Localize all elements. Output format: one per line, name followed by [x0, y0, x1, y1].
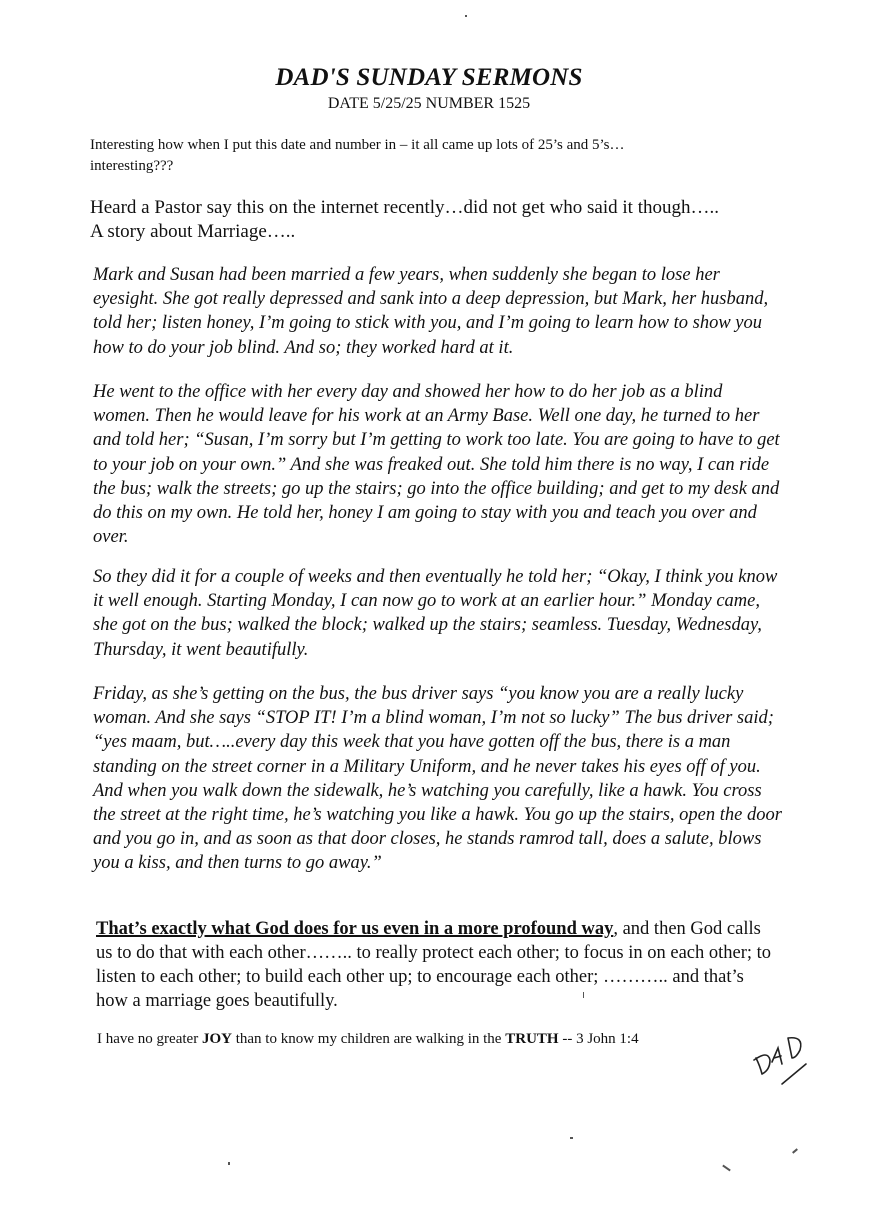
verse-part-1: I have no greater: [97, 1031, 202, 1047]
verse-truth: TRUTH: [505, 1031, 559, 1047]
scan-speck: [792, 1148, 798, 1153]
story-paragraph-3: So they did it for a couple of weeks and then eventually he told her; “Okay, I think you know it well enough. Starting Monday, I can now go to work at an earlier hour.” Monday came, she got on the bus; walked the block; walked up the stairs; seamless. Tuesday, Wednesday, Thursday, it went beautifully.: [93, 567, 778, 660]
page-title: DAD'S SUNDAY SERMONS: [275, 64, 583, 91]
lead-line-1: Heard a Pastor say this on the internet recently…did not get who said it though…..: [90, 197, 719, 218]
verse-joy: JOY: [201, 1031, 232, 1047]
story-paragraph-4: Friday, as she’s getting on the bus, the bus driver says “you know you are a really lucky woman. And she says “STOP IT! I’m a blind woman, I’m not so lucky” The bus driver said; “yes maam, but…..every day this week that you have gotten off the bus, there is a man standing on the street corner in a Military Uniform, and he never takes his eyes off of you. And when you walk down the sidewalk, he’s watching you carefully, like a hawk. You cross the street at the right time, he’s watching you like a hawk. You go up the stairs, open the door and you go in, and as soon as that door closes, he stands ramrod tall, does a salute, blows you a kiss, and then turns to go away.”: [93, 684, 782, 874]
scripture-verse: [97, 1031, 757, 1048]
scan-speck: [722, 1165, 731, 1172]
lead-line-2: A story about Marriage…..: [90, 221, 296, 242]
scan-speck: [465, 15, 467, 17]
verse-reference: -- 3 John 1:4: [558, 1031, 639, 1047]
intro-note: Interesting how when I put this date and number in – it all came up lots of 25’s and 5’s…interesting???: [90, 137, 625, 174]
story-paragraph-2: He went to the office with her every day and showed her how to do her job as a blind women. Then he would leave for his work at an Army Base. Well one day, he turned to her and told her; “Susan, I’m sorry but I’m getting to work too late. You are going to have to get to your job on your own.” And she was freaked out. She told him there is no way, I can ride the bus; walk the streets; go up the stairs; go into the office building; and get to my desk and do this on my own. He told her, honey I am going to stay with you and teach you over and over.: [93, 382, 780, 548]
scan-speck: [570, 1137, 573, 1139]
scan-speck: [583, 992, 584, 998]
closing-paragraph: [96, 917, 776, 1013]
closing-emphasis: That’s exactly what God does for us even in a more profound way: [96, 919, 614, 939]
handwritten-signature: [748, 1020, 818, 1090]
verse-part-2: than to know my children are walking in the: [231, 1031, 506, 1047]
closing-rest: , and then God calls us to do that with each other…….. to really protect each other; to focus in on each other; to listen to each other; to build each other up; to encourage each other; ……….. and that’s how a marriage goes beautifully.: [96, 919, 772, 1011]
lead-text: [90, 196, 790, 244]
date-number-line: DATE 5/25/25 NUMBER 1525: [327, 95, 531, 112]
scan-speck: [228, 1162, 230, 1165]
story-paragraph-1: Mark and Susan had been married a few years, when suddenly she began to lose her eyesight. She got really depressed and sank into a deep depression, but Mark, her husband, told her; listen honey, I’m going to stick with you, and I’m going to learn how to show you how to do your job blind. And so; they worked hard at it.: [93, 265, 769, 358]
